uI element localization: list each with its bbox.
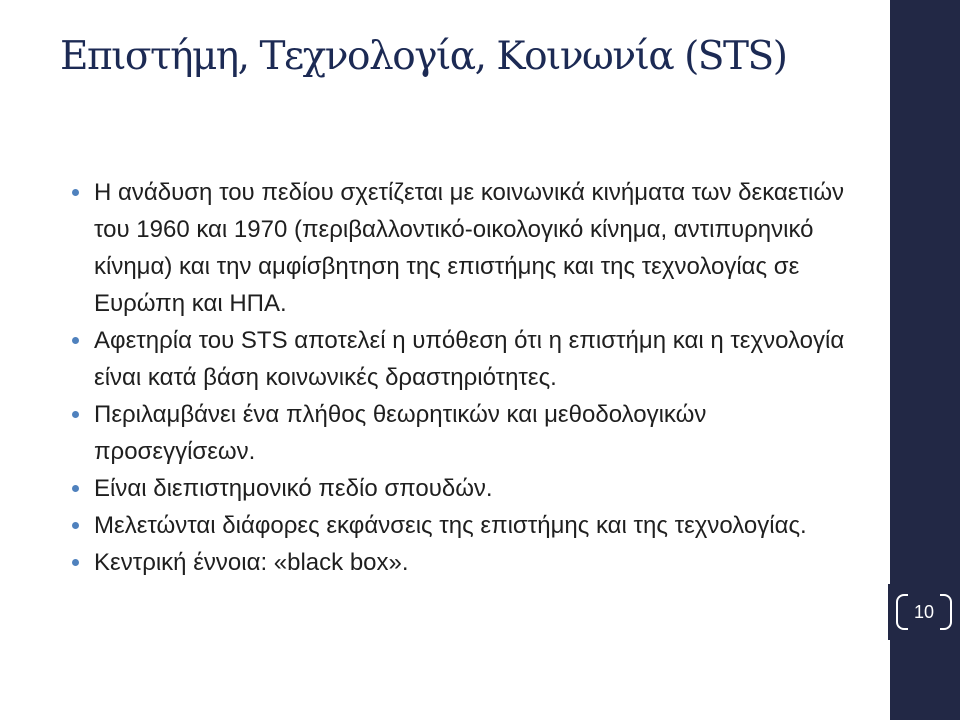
list-item (72, 322, 872, 396)
bullet-dot-icon (72, 559, 79, 566)
bullet-dot-icon (72, 189, 79, 196)
slide-title: Επιστήμη, Τεχνολογία, Κοινωνία (STS) (60, 34, 787, 79)
page-number-badge (888, 584, 960, 640)
bullet-text: Η ανάδυση του πεδίου σχετίζεται με κοινωνικά κινήματα των δεκαετιών του 1960 και 1970 (περιβαλλοντικό-οικολογικό κίνημα, αντιπυρηνικό κίνημα) και την αμφίσβητηση της επιστήμης και της τεχνολογίας σε Ευρώπη και ΗΠΑ. (94, 179, 845, 317)
list-item (72, 544, 872, 581)
bullet-dot-icon (72, 485, 79, 492)
list-item (72, 174, 872, 322)
bullet-dot-icon (72, 337, 79, 344)
bullet-text: Κεντρική έννοια: «black box». (94, 549, 409, 576)
list-item (72, 396, 872, 470)
bullet-dot-icon (72, 411, 79, 418)
bullet-dot-icon (72, 522, 79, 529)
bullet-list (72, 174, 872, 581)
bullet-text: Μελετώνται διάφορες εκφάνσεις της επιστήμης και της τεχνολογίας. (94, 512, 807, 539)
bullet-text: Είναι διεπιστημονικό πεδίο σπουδών. (94, 475, 493, 502)
bullet-text: Αφετηρία του STS αποτελεί η υπόθεση ότι η επιστήμη και η τεχνολογία είναι κατά βάση κοινωνικές δραστηριότητες. (94, 327, 845, 391)
bullet-text: Περιλαμβάνει ένα πλήθος θεωρητικών και μεθοδολογικών προσεγγίσεων. (94, 401, 707, 465)
page-number: 10 (913, 602, 935, 622)
list-item (72, 507, 872, 544)
list-item (72, 470, 872, 507)
right-bracket-icon (940, 594, 952, 630)
